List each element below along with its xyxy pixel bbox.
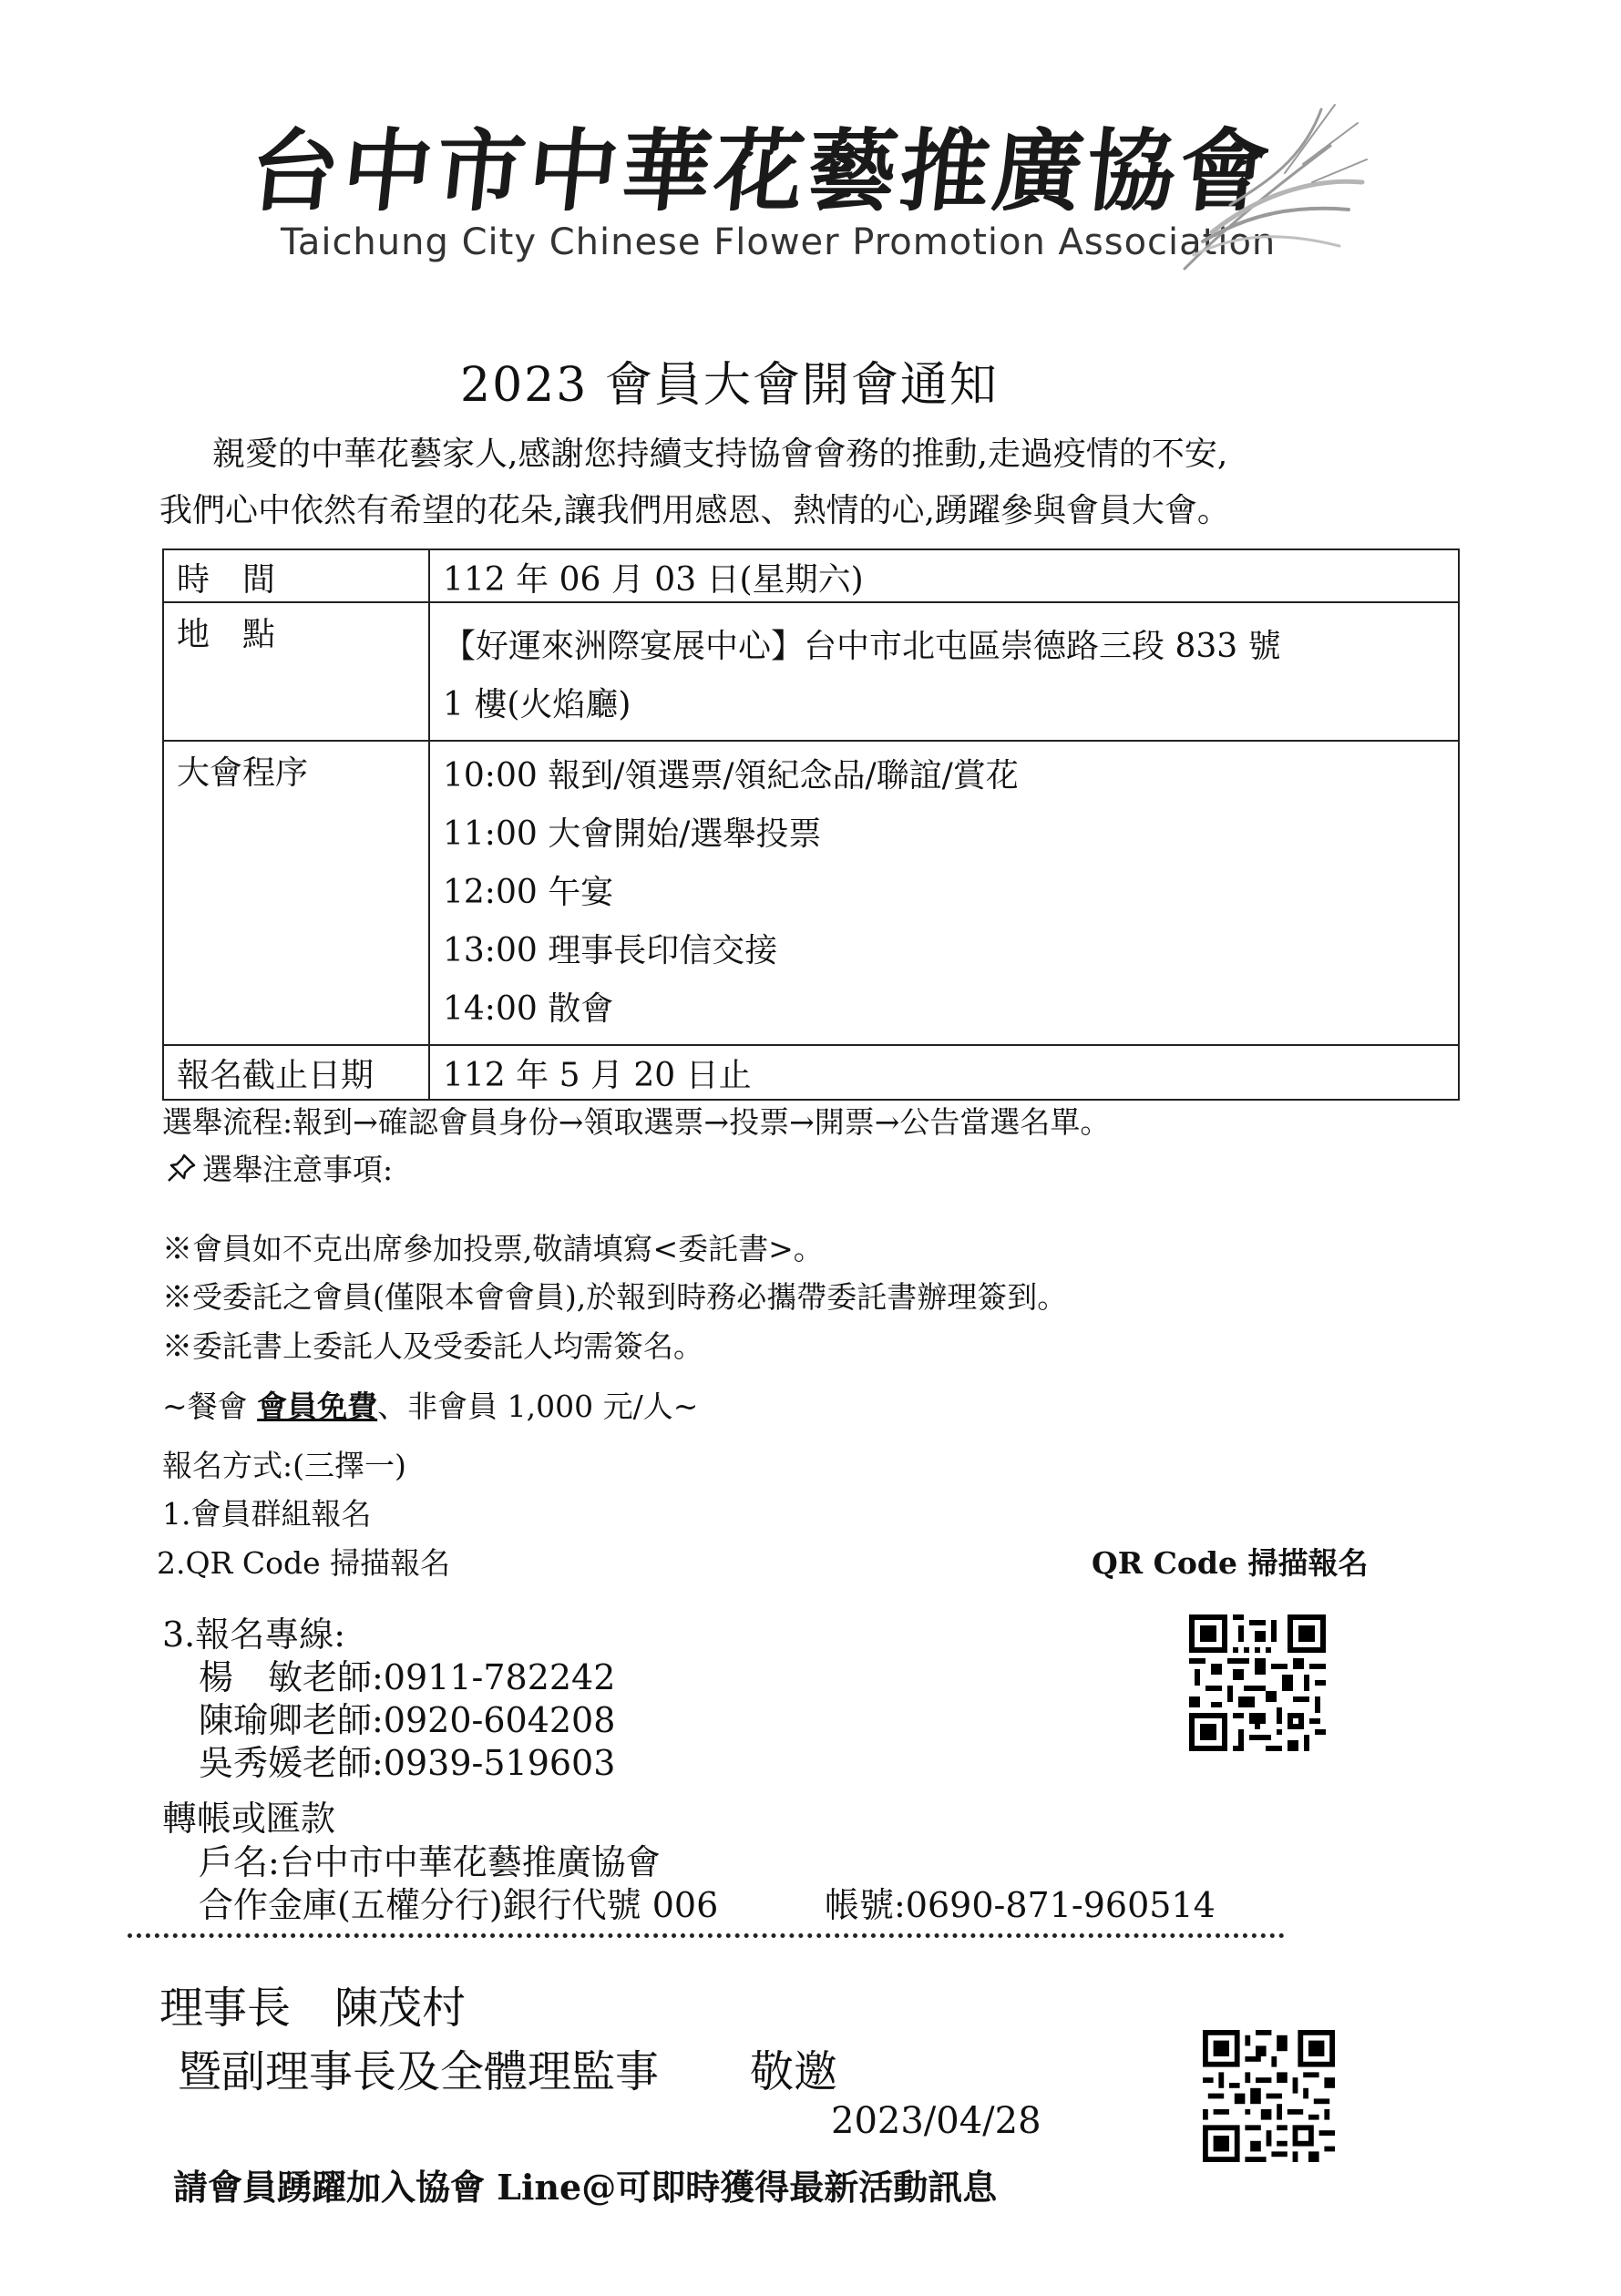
- account-name: 戶名:台中市中華花藝推廣協會: [199, 1842, 661, 1882]
- election-process: 選舉流程:報到→確認會員身份→領取選票→投票→開票→公告當選名單。: [162, 1104, 1111, 1140]
- deadline-row: [163, 1045, 1459, 1100]
- place-label: 地 點: [163, 602, 429, 741]
- program-list: [429, 741, 1459, 1045]
- intro-line-1: 親愛的中華花藝家人,感謝您持續支持協會會務的推動,走過疫情的不安,: [212, 436, 1228, 473]
- registration-option-3: 3.報名專線:: [162, 1614, 346, 1655]
- place-value-line-1: 【好運來洲際宴展中心】台中市北屯區崇德路三段 833 號: [443, 628, 1281, 665]
- invite-text: 敬邀: [750, 2046, 838, 2097]
- dotted-divider: [128, 1933, 1285, 1938]
- meal-member-free: 會員免費: [257, 1389, 378, 1424]
- chairman-signature: 理事長 陳茂村: [159, 1983, 467, 2034]
- place-row: [163, 602, 1459, 741]
- contact-line: 吳秀媛老師:0939-519603: [199, 1743, 616, 1783]
- registration-option-2: 2.QR Code 掃描報名: [157, 1545, 451, 1581]
- account-number: 帳號:0690-871-960514: [825, 1885, 1216, 1925]
- bank-info: 合作金庫(五權分行)銀行代號 006: [199, 1885, 719, 1925]
- meal-info: [162, 1383, 698, 1426]
- intro-line-2: 我們心中依然有希望的花朵,讓我們用感恩、熱情的心,踴躍參與會員大會。: [159, 492, 1230, 529]
- registration-title: 報名方式:(三擇一): [162, 1448, 406, 1483]
- registration-option-1: 1.會員群組報名: [162, 1496, 372, 1532]
- org-logo-chinese: 台中市中華花藝推廣協會: [244, 120, 1278, 224]
- line-official-qr-code[interactable]: [1203, 2030, 1335, 2162]
- time-label: 時 間: [163, 549, 429, 602]
- program-item: 13:00 理事長印信交接: [443, 932, 778, 969]
- registration-qr-code[interactable]: [1189, 1614, 1326, 1751]
- place-value-line-2: 1 樓(火焰廳): [443, 686, 631, 723]
- program-item: 10:00 報到/領選票/領紀念品/聯誼/賞花: [443, 757, 1019, 794]
- board-signature: [178, 2036, 837, 2099]
- program-row: [163, 741, 1459, 1045]
- election-notes-title: 選舉注意事項:: [202, 1152, 394, 1187]
- deadline-label: 報名截止日期: [163, 1045, 429, 1100]
- election-notes-heading: [166, 1146, 393, 1189]
- payment-title: 轉帳或匯款: [162, 1799, 336, 1839]
- time-value: 112 年 06 月 03 日(星期六): [429, 549, 1459, 602]
- qr-code-label: QR Code 掃描報名: [1092, 1545, 1369, 1581]
- place-value: [429, 602, 1459, 741]
- program-item: 12:00 午宴: [443, 874, 614, 911]
- program-label: 大會程序: [163, 741, 429, 1045]
- meeting-info-table: [162, 548, 1460, 1101]
- intro-paragraph: [159, 426, 1462, 539]
- election-note: ※會員如不克出席參加投票,敬請填寫<委託書>。: [162, 1231, 824, 1266]
- election-note: ※受委託之會員(僅限本會會員),於報到時務必攜帶委託書辦理簽到。: [162, 1279, 1068, 1315]
- notice-date: 2023/04/28: [831, 2100, 1041, 2142]
- time-row: [163, 549, 1459, 602]
- meal-prefix: ~餐會: [162, 1389, 258, 1424]
- line-join-note: 請會員踴躍加入協會 Line@可即時獲得最新活動訊息: [173, 2167, 998, 2208]
- program-item: 11:00 大會開始/選舉投票: [443, 815, 822, 853]
- program-item: 14:00 散會: [443, 990, 614, 1028]
- contact-line: 陳瑜卿老師:0920-604208: [199, 1700, 616, 1740]
- org-logo-english: Taichung City Chinese Flower Promotion Association: [281, 221, 1277, 263]
- pushpin-icon: [166, 1153, 197, 1184]
- leaf-decoration-icon: [1175, 96, 1376, 278]
- board-members: 暨副理事長及全體理監事: [178, 2046, 660, 2097]
- election-note: ※委託書上委託人及受委託人均需簽名。: [162, 1328, 703, 1364]
- contact-line: 楊 敏老師:0911-782242: [199, 1657, 616, 1697]
- page-title: 2023 會員大會開會通知: [460, 358, 999, 413]
- meal-suffix: 、非會員 1,000 元/人~: [377, 1389, 699, 1424]
- deadline-value: 112 年 5 月 20 日止: [429, 1045, 1459, 1100]
